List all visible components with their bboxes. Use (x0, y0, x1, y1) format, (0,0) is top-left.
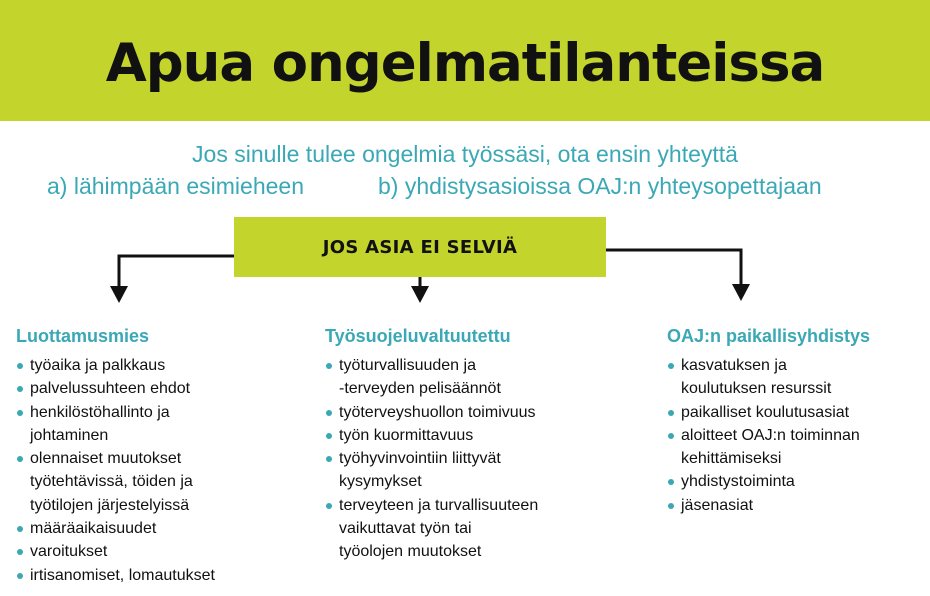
list-item-line: palvelussuhteen ehdot (30, 380, 191, 398)
list-item (16, 540, 306, 563)
list-item-line: työtehtävissä, töiden ja (30, 473, 193, 491)
list-item (325, 354, 625, 401)
list-item-line: kehittämiseksi (681, 450, 782, 468)
list-item (667, 424, 927, 471)
connector-right (606, 250, 741, 286)
list-item-line: määräaikaisuudet (30, 520, 157, 538)
list-item-line: vaikuttavat työn tai (339, 520, 472, 538)
list-item-line: työtilojen järjestelyissä (30, 496, 190, 514)
list-item-line: työterveyshuollon toimivuus (339, 403, 536, 421)
list-item (16, 447, 306, 517)
list-item-line: kasvatuksen ja (681, 357, 787, 374)
connector-left (119, 256, 234, 288)
escalation-label: JOS ASIA EI SELVIÄ (322, 236, 518, 258)
list-item (667, 494, 927, 517)
page-title: Apua ongelmatilanteissa (105, 33, 825, 94)
column-title: Työsuojeluvaltuutettu (325, 326, 511, 346)
column-oaj-paikallisyhdistys (667, 322, 927, 517)
list-item-line: yhdistystoiminta (681, 473, 795, 491)
arrowhead-middle (411, 286, 429, 303)
list-item-line: paikalliset koulutusasiat (681, 403, 850, 421)
list-item-line: olennaiset muutokset (30, 450, 182, 468)
list-item (16, 377, 306, 400)
intro-option-a: a) lähimpään esimieheen (47, 173, 304, 199)
list-item-line: työn kuormittavuus (339, 426, 474, 444)
list-item (667, 354, 927, 401)
list-item-line: jäsenasiat (681, 496, 754, 514)
list-item-line: henkilöstöhallinto ja (30, 403, 170, 421)
list-item (16, 517, 306, 540)
list-item-line: työolojen muutokset (339, 543, 482, 561)
list-item-line: työaika ja palkkaus (30, 357, 166, 374)
escalation-box (234, 217, 606, 277)
item-list (325, 354, 625, 564)
list-item (667, 470, 927, 493)
list-item (16, 401, 306, 448)
item-list (16, 354, 306, 587)
list-item (16, 354, 306, 377)
list-item-line: varoitukset (30, 543, 108, 561)
list-item-line: koulutuksen resurssit (681, 380, 832, 398)
list-item (325, 494, 625, 564)
list-item-line: työhyvinvointiin liittyvät (339, 450, 501, 468)
column-tyosuojeluvaltuutettu (325, 322, 625, 564)
list-item-line: kysymykset (339, 473, 422, 491)
list-item-line: terveyteen ja turvallisuuteen (339, 496, 539, 514)
list-item-line: työturvallisuuden ja (339, 357, 476, 374)
column-title: Luottamusmies (16, 326, 150, 346)
list-item-line: aloitteet OAJ:n toiminnan (681, 426, 860, 444)
intro-text: Jos sinulle tulee ongelmia työssäsi, ota ensin yhteyttä (192, 141, 738, 167)
list-item (325, 401, 625, 424)
list-item (667, 401, 927, 424)
column-title: OAJ:n paikallisyhdistys (667, 326, 871, 346)
column-luottamusmies (16, 322, 306, 587)
list-item-line: johtaminen (30, 426, 109, 444)
list-item-line: -terveyden pelisäännöt (339, 380, 501, 398)
list-item (325, 447, 625, 494)
list-item (16, 564, 306, 587)
list-item-line: irtisanomiset, lomautukset (30, 566, 215, 584)
arrowhead-right (732, 284, 750, 301)
item-list (667, 354, 927, 517)
intro-option-b: b) yhdistysasioissa OAJ:n yhteysopettajaan (378, 173, 822, 199)
list-item (325, 424, 625, 447)
arrowhead-left (110, 286, 128, 303)
